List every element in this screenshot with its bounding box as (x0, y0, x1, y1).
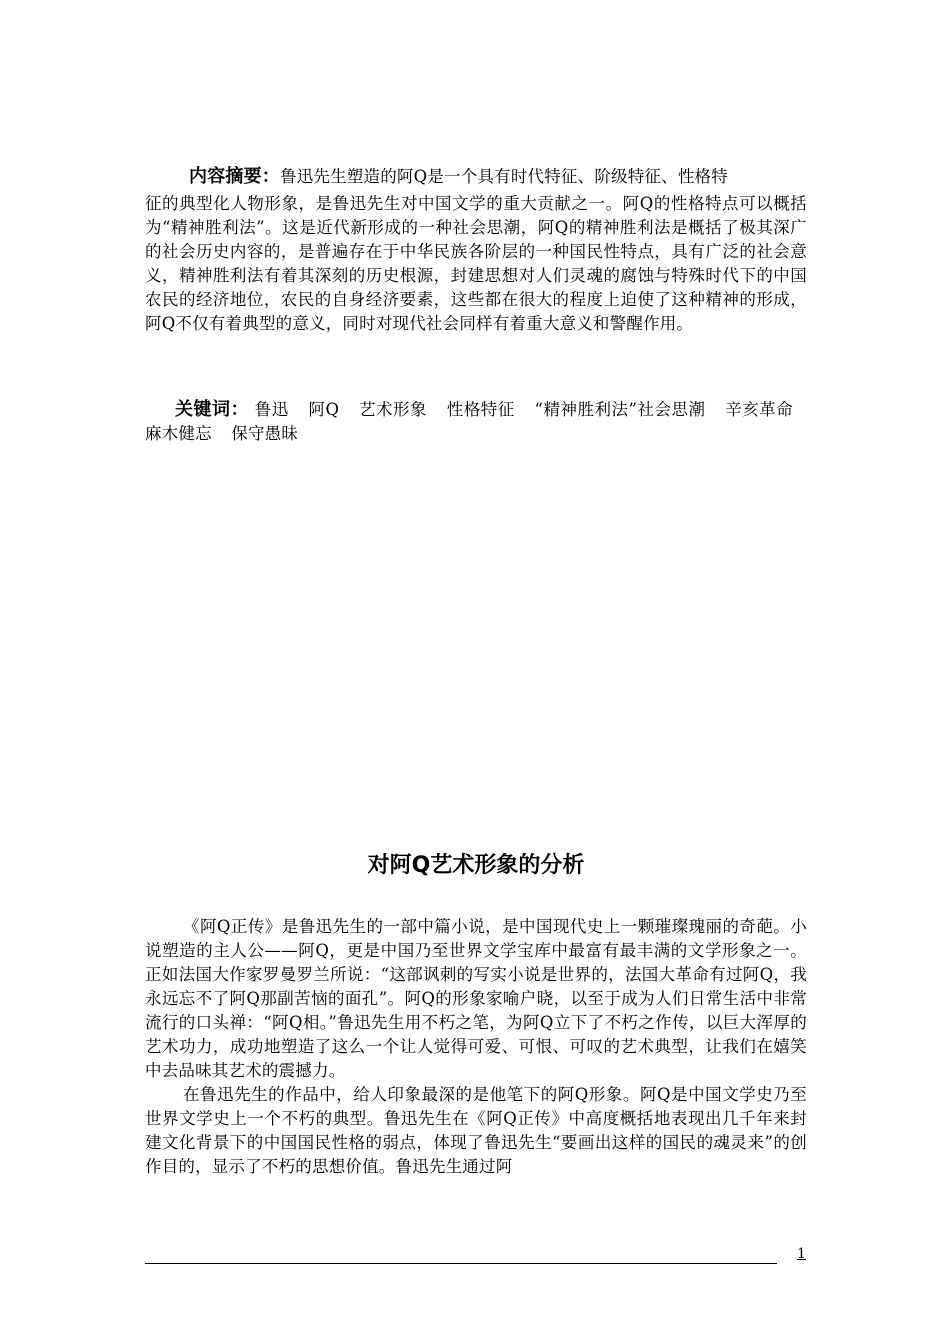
keyword-item: 鲁迅 (254, 400, 289, 419)
page-number: 1 (797, 1246, 806, 1262)
footer-rule (145, 1263, 777, 1264)
article-body (145, 915, 807, 1179)
keywords-label: 关键词： (175, 399, 250, 420)
keyword-item: 性格特征 (446, 400, 515, 419)
keyword-item: “精神胜利法”社会思潮 (534, 400, 706, 419)
abstract-body: 征的典型化人物形象，是鲁迅先生对中国文学的重大贡献之一。阿Q的性格特点可以概括为“精神胜利法”。这是近代新形成的一种社会思潮，阿Q的精神胜利法是概括了极其深广的社会历史内容的，是普遍存在于中华民族各阶层的一种国民性特点，具有广泛的社会意义，精神胜利法有着其深刻的历史根源，封建思想对人们灵魂的腐蚀与特殊时代下的中国农民的经济地位，农民的自身经济要素，这些都在很大的程度上迫使了这种精神的形成，阿Q不仅有着典型的意义，同时对现代社会同样有着重大意义和警醒作用。 (145, 194, 807, 333)
body-paragraph: 《阿Q正传》是鲁迅先生的一部中篇小说，是中国现代史上一颗璀璨瑰丽的奇葩。小说塑造的主人公——阿Q，更是中国乃至世界文学宝库中最富有最丰满的文学形象之一。正如法国大作家罗曼罗兰所说：“这部讽刺的写实小说是世界的，法国大革命有过阿Q，我永远忘不了阿Q那副苦恼的面孔”。阿Q的形象家喻户晓，以至于成为人们日常生活中非常流行的口头禅：“阿Q相。”鲁迅先生用不朽之笔，为阿Q立下了不朽之作传，以巨大浑厚的艺术功力，成功地塑造了这么一个让人觉得可爱、可恨、可叹的艺术典型，让我们在嬉笑中去品味其艺术的震撼力。 (145, 917, 807, 1080)
keyword-item: 艺术形象 (359, 400, 428, 419)
abstract-first-line (145, 162, 807, 192)
article-title: 对阿Q艺术形象的分析 (367, 853, 585, 878)
abstract-first-line-text: 鲁迅先生塑造的阿Q是一个具有时代特征、阶级特征、性格特 (280, 167, 728, 186)
keyword-item: 辛亥革命 (725, 400, 793, 419)
abstract-section (145, 162, 807, 336)
keyword-item: 保守愚昧 (231, 424, 299, 443)
abstract-label: 内容摘要： (189, 166, 280, 187)
body-paragraph: 在鲁迅先生的作品中，给人印象最深的是他笔下的阿Q形象。阿Q是中国文学史乃至世界文学史上一个不朽的典型。鲁迅先生在《阿Q正传》中高度概括地表现出几千年来封建文化背景下的中国国民性格的弱点，体现了鲁迅先生“要画出这样的国民的魂灵来”的创作目的，显示了不朽的思想价值。鲁迅先生通过阿 (145, 1085, 807, 1176)
keyword-item: 麻木健忘 (145, 424, 212, 443)
keyword-item: 阿Q (308, 400, 340, 419)
keywords-section (145, 398, 807, 446)
